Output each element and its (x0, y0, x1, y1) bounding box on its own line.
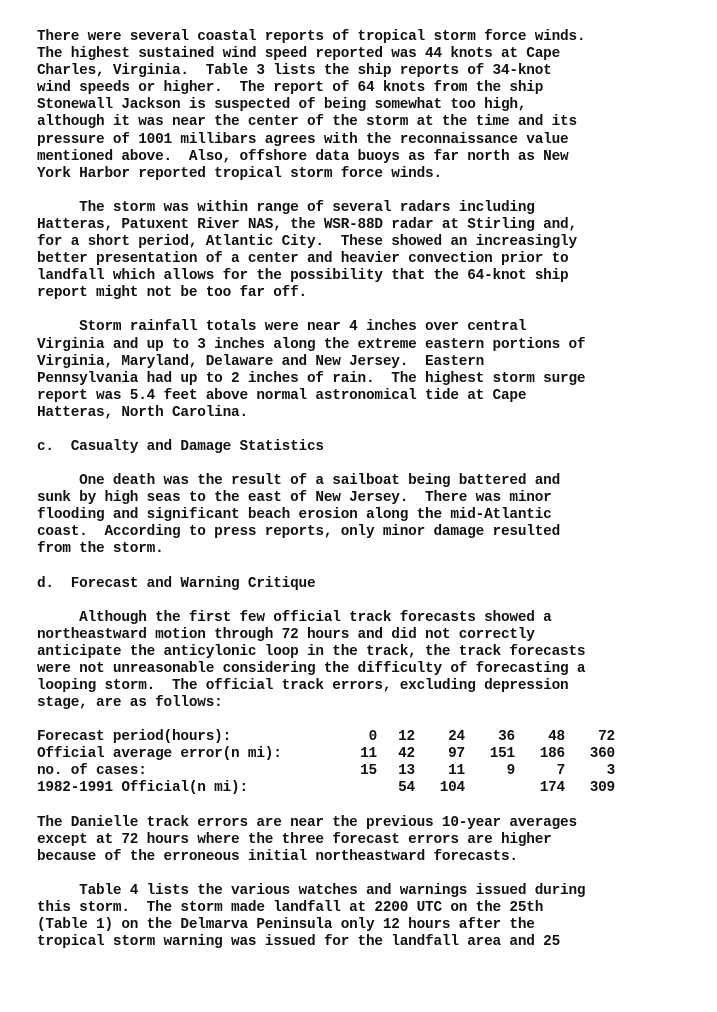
table-row (37, 746, 615, 763)
paragraph-gap (37, 302, 707, 319)
paragraph-gap (37, 798, 707, 815)
text-line: Table 4 lists the various watches and warnings issued during (37, 882, 586, 899)
text-line: sunk by high seas to the east of New Jersey. There was minor (37, 490, 552, 507)
text-line: anticipate the anticylonic loop in the track, the track forecasts (37, 643, 586, 660)
text-line: Hatteras, Patuxent River NAS, the WSR-88D radar at Stirling and, (37, 216, 577, 233)
paragraph-danielle-errors (37, 815, 707, 866)
table-cell: 42 (398, 746, 415, 763)
table-cell: 48 (548, 729, 565, 746)
table-cell: 54 (398, 780, 415, 797)
table-cell: 97 (448, 746, 465, 763)
table-cell: 360 (589, 746, 615, 763)
text-line: There were several coastal reports of tropical storm force winds. (37, 29, 586, 45)
text-line: report might not be too far off. (37, 285, 307, 302)
text-line: although it was near the center of the storm at the time and its (37, 114, 577, 131)
text-line: except at 72 hours where the three forecast errors are higher (37, 831, 552, 848)
text-line: flooding and significant beach erosion along the mid-Atlantic (37, 507, 552, 524)
row-label: Forecast period(hours): (37, 729, 232, 746)
paragraph-watches-warnings (37, 883, 707, 951)
paragraph-casualty (37, 473, 707, 558)
text-line: landfall which allows for the possibility that the 64-knot ship (37, 268, 569, 285)
paragraph-gap (37, 183, 707, 200)
table-cell: 24 (448, 729, 465, 746)
table-cell: 186 (539, 746, 565, 763)
table-cell: 9 (506, 763, 515, 780)
text-line: Pennsylvania had up to 2 inches of rain. The highest storm surge (37, 370, 586, 387)
text-line: Virginia, Maryland, Delaware and New Jersey. Eastern (37, 353, 485, 370)
table-cell: 12 (398, 729, 415, 746)
paragraph-gap (37, 422, 707, 439)
paragraph-coastal-reports (37, 29, 707, 183)
text-line: coast. According to press reports, only minor damage resulted (37, 524, 561, 541)
paragraph-gap (37, 593, 707, 610)
table-cell: 151 (489, 746, 515, 763)
table-row (37, 763, 615, 780)
table-cell: 309 (589, 780, 615, 797)
table-cell: 11 (448, 763, 465, 780)
text-line: Charles, Virginia. Table 3 lists the ship reports of 34-knot (37, 63, 552, 80)
table-cell: 11 (360, 746, 377, 763)
section-heading-forecast: d. Forecast and Warning Critique (37, 575, 316, 592)
table-cell: 3 (606, 763, 615, 780)
text-line: The Danielle track errors are near the previous 10-year averages (37, 814, 577, 831)
table-cell: 7 (556, 763, 565, 780)
text-line: because of the erroneous initial northeastward forecasts. (37, 848, 518, 865)
text-line: Although the first few official track forecasts showed a (37, 609, 552, 626)
section-heading-casualty: c. Casualty and Damage Statistics (37, 438, 324, 455)
table-cell: 15 (360, 763, 377, 780)
paragraph-forecasts (37, 610, 707, 713)
table-cell: 174 (539, 780, 565, 797)
text-line: looping storm. The official track errors, excluding depression (37, 678, 569, 694)
text-line: Storm rainfall totals were near 4 inches over central (37, 319, 527, 336)
table-cell (465, 780, 515, 797)
text-line: from the storm. (37, 541, 164, 558)
table-row (37, 780, 615, 797)
paragraph-gap (37, 559, 707, 576)
text-line: York Harbor reported tropical storm force winds. (37, 165, 442, 182)
text-line: (Table 1) on the Delmarva Peninsula only 12 hours after the (37, 917, 535, 934)
table-cell: 104 (439, 780, 465, 797)
paragraph-rainfall (37, 319, 707, 422)
text-line: report was 5.4 feet above normal astronomical tide at Cape (37, 387, 527, 404)
text-line: Virginia and up to 3 inches along the extreme eastern portions of (37, 336, 586, 353)
table-cell: 13 (398, 763, 415, 780)
text-line: tropical storm warning was issued for the landfall area and 25 (37, 934, 561, 951)
text-line: The highest sustained wind speed reported was 44 knots at Cape (37, 46, 561, 63)
text-line: Hatteras, North Carolina. (37, 404, 248, 421)
table-cell: 36 (498, 729, 515, 746)
table-row (37, 729, 615, 746)
text-line: this storm. The storm made landfall at 2200 UTC on the 25th (37, 899, 544, 916)
paragraph-gap (37, 866, 707, 883)
table-cell: 72 (598, 729, 615, 746)
text-line-rest: is suspected of being somewhat too high, (180, 97, 527, 114)
text-line: One death was the result of a sailboat being battered and (37, 473, 561, 490)
paragraph-radars (37, 200, 707, 303)
text-line (37, 97, 707, 114)
row-label: no. of cases: (37, 763, 147, 780)
track-error-table (37, 729, 615, 797)
paragraph-gap (37, 712, 707, 729)
text-line: northeastward motion through 72 hours and did not correctly (37, 626, 535, 643)
text-line: better presentation of a center and heavier convection prior to (37, 251, 569, 268)
table-cell (355, 780, 377, 797)
text-line: were not unreasonable considering the difficulty of forecasting a (37, 660, 586, 677)
text-line: pressure of 1001 millibars agrees with the reconnaissance value (37, 131, 569, 148)
row-label: Official average error(n mi): (37, 746, 282, 763)
paragraph-gap (37, 456, 707, 473)
text-line: wind speeds or higher. The report of 64 knots from the ship (37, 80, 544, 97)
text-line: stage, are as follows: (37, 695, 223, 712)
text-line: for a short period, Atlantic City. These showed an increasingly (37, 234, 577, 251)
text-line: The storm was within range of several radars including (37, 199, 535, 216)
ship-name: Stonewall Jackson (37, 97, 181, 114)
document-page (37, 29, 707, 951)
table-cell: 0 (368, 729, 377, 746)
row-label: 1982-1991 Official(n mi): (37, 780, 248, 797)
text-line: mentioned above. Also, offshore data buoys as far north as New (37, 148, 569, 165)
